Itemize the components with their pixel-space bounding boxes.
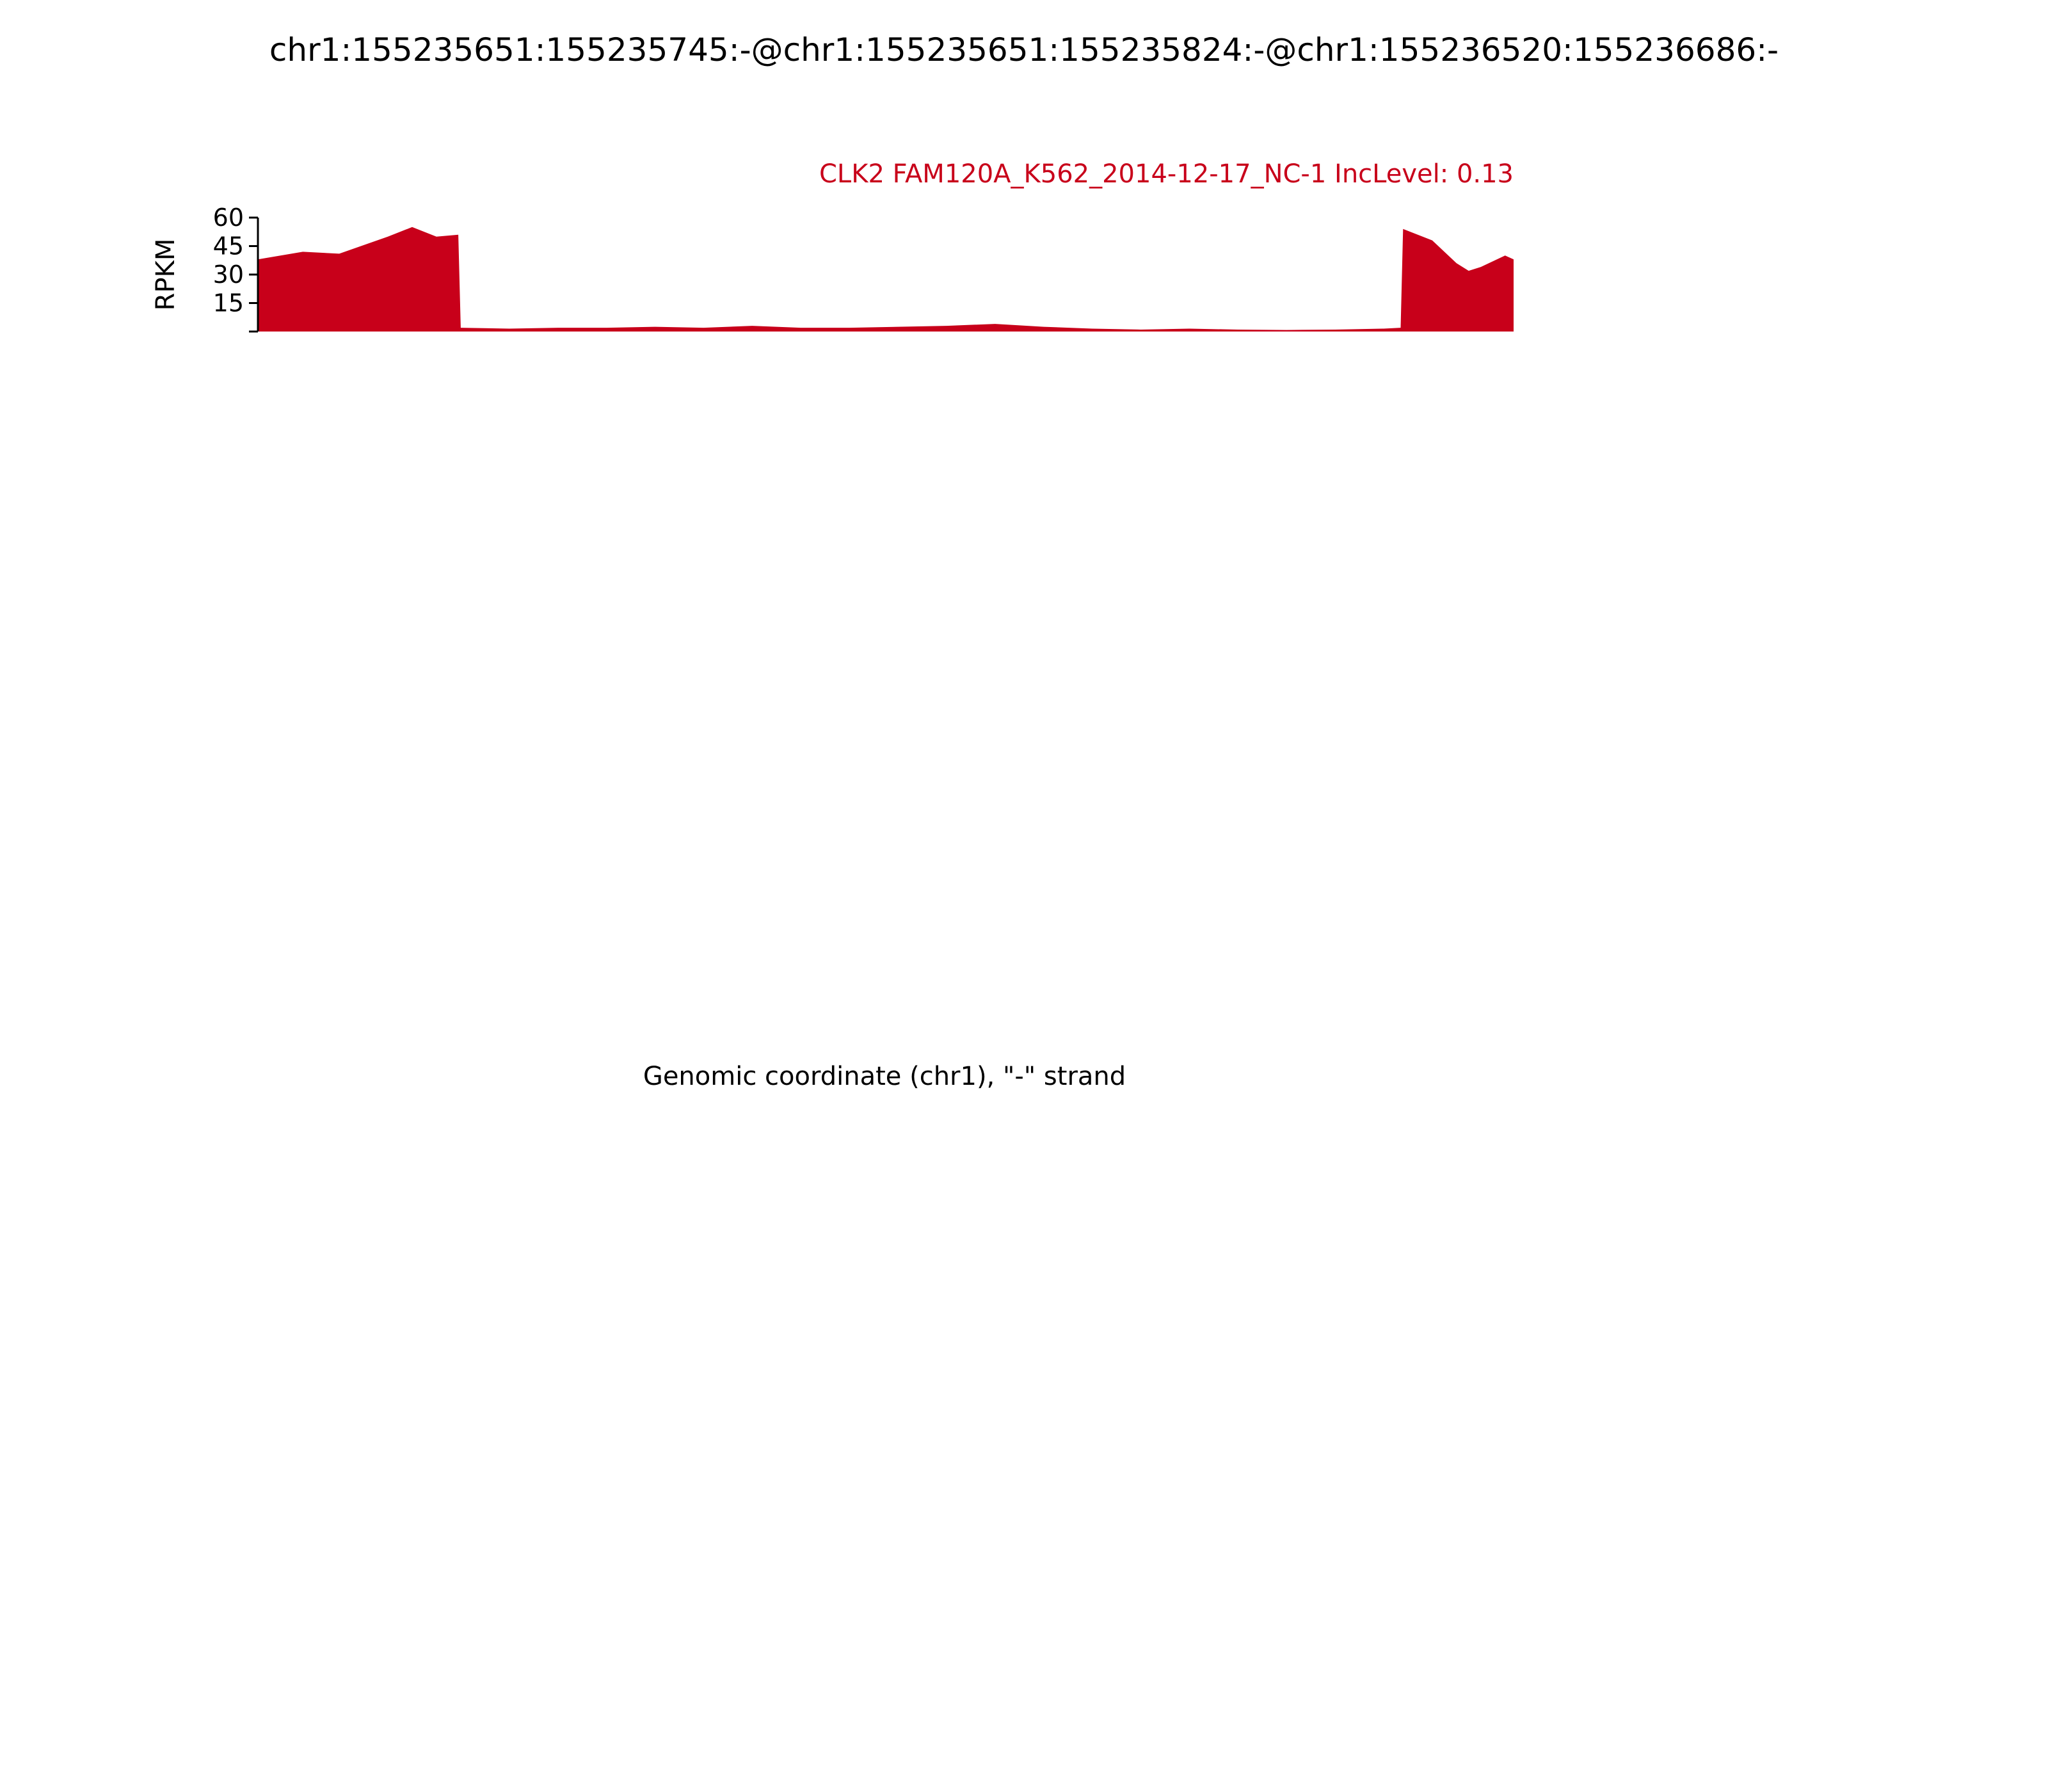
y-axis-label: RPKM: [151, 238, 180, 311]
y-tick-label: 15: [212, 289, 244, 317]
track-1: [151, 159, 1514, 332]
chart-title: chr1:155235651:155235745:-@chr1:155235651:155235824:-@chr1:155236520:155236686:-: [269, 31, 1779, 68]
coverage-area: [258, 227, 1514, 332]
x-axis-label: Genomic coordinate (chr1), "-" strand: [643, 1062, 1126, 1091]
tracks: [151, 159, 1514, 332]
y-tick-label: 45: [212, 232, 244, 260]
track-label: CLK2 FAM120A_K562_2014-12-17_NC-1 IncLevel: 0.13: [819, 159, 1514, 189]
y-tick-label: 30: [212, 260, 244, 289]
y-tick-label: 60: [212, 204, 244, 232]
